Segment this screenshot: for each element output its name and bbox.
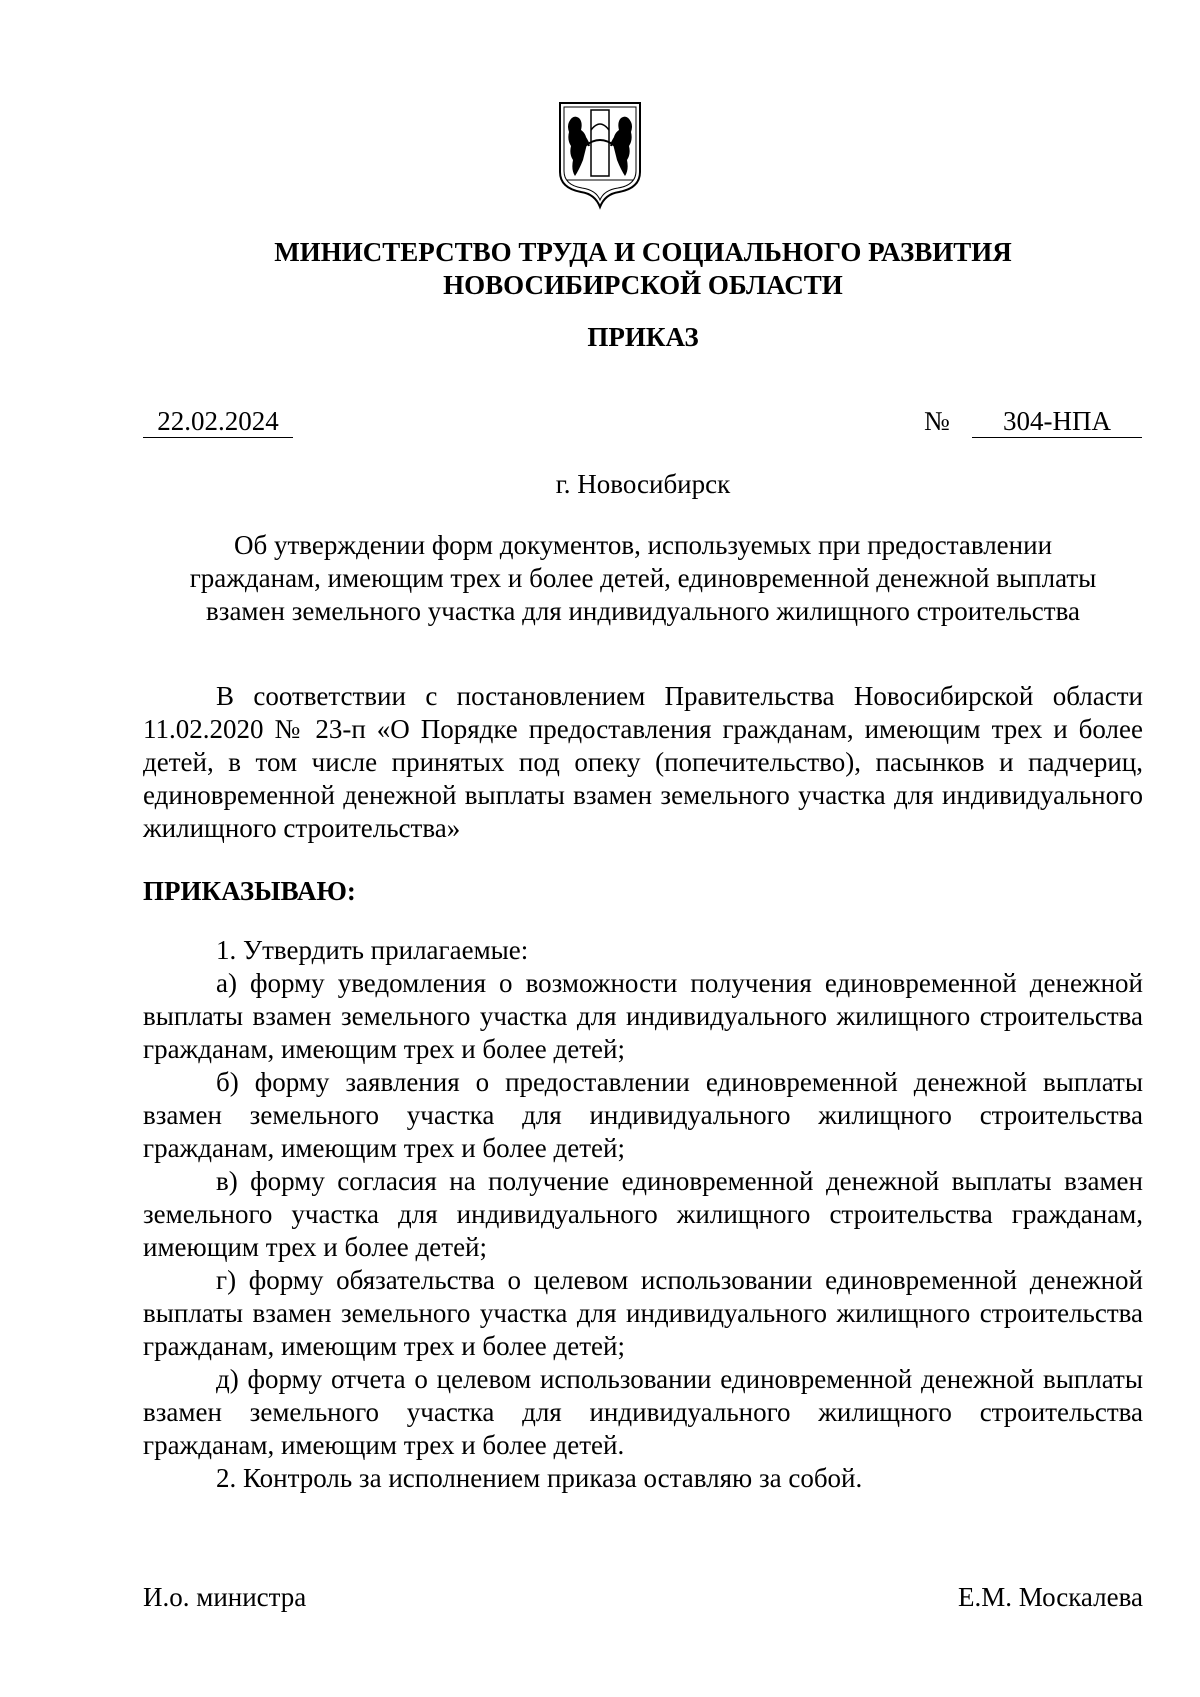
order-items [143, 934, 1143, 1495]
item-1b: б) форму заявления о предоставлении единовременной денежной выплаты взамен земельного участка для индивидуального жилищного строительства гражданам, имеющим трех и более детей; [143, 1067, 1143, 1163]
item-2: 2. Контроль за исполнением приказа оставляю за собой. [216, 1463, 863, 1493]
coat-of-arms-novosibirsk-icon [557, 100, 643, 210]
item-1d: д) форму отчета о целевом использовании единовременной денежной выплаты взамен земельного участка для индивидуального жилищного строительства гражданам, имеющим трех и более детей. [143, 1364, 1143, 1460]
number-sign: № [924, 406, 950, 436]
item-1: 1. Утвердить прилагаемые: [216, 935, 529, 965]
ministry-line-1: МИНИСТЕРСТВО ТРУДА И СОЦИАЛЬНОГО РАЗВИТИЯ [274, 237, 1012, 267]
item-1a: а) форму уведомления о возможности получения единовременной денежной выплаты взамен земельного участка для индивидуального жилищного строительства гражданам, имеющим трех и более детей; [143, 968, 1143, 1064]
order-number: 304-НПА [972, 405, 1142, 438]
subject-line-2: гражданам, имеющим трех и более детей, единовременной денежной выплаты [189, 563, 1097, 593]
document-type: ПРИКАЗ [587, 322, 699, 352]
preamble [143, 680, 1143, 845]
order-date: 22.02.2024 [143, 405, 293, 438]
ministry-line-2: НОВОСИБИРСКОЙ ОБЛАСТИ [443, 270, 843, 300]
ministry-name [143, 236, 1143, 302]
item-1g: г) форму обязательства о целевом использовании единовременной денежной выплаты взамен земельного участка для индивидуального жилищного строительства гражданам, имеющим трех и более детей; [143, 1265, 1143, 1361]
signatory-position: И.о. министра [143, 1582, 307, 1612]
subject-line-1: Об утверждении форм документов, используемых при предоставлении [233, 530, 1053, 560]
preamble-paragraph: В соответствии с постановлением Правительства Новосибирской области 11.02.2020 № 23-п «О Порядке предоставления гражданам, имеющим трех и более детей, в том числе принятых под опеку (попечительство), пасынков и падчериц, единовременной денежной выплаты взамен земельного участка для индивидуального жилищного строительства» [143, 681, 1143, 843]
item-1v: в) форму согласия на получение единовременной денежной выплаты взамен земельного участка для индивидуального жилищного строительства гражданам, имеющим трех и более детей; [143, 1166, 1143, 1262]
decree-word: ПРИКАЗЫВАЮ: [143, 876, 356, 906]
subject-line-3: взамен земельного участка для индивидуального жилищного строительства [206, 596, 1080, 626]
order-subject [143, 529, 1143, 628]
signatory-name: Е.М. Москалева [957, 1582, 1143, 1612]
city: г. Новосибирск [555, 469, 731, 499]
